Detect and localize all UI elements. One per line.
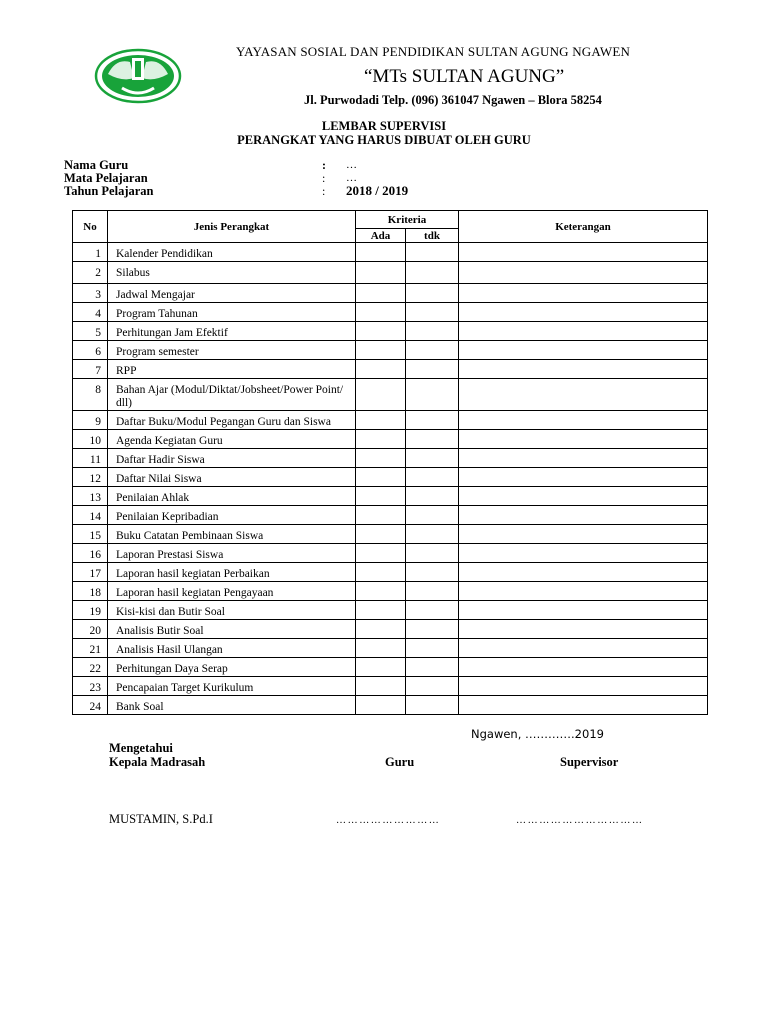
row-keterangan-cell — [459, 468, 708, 487]
organization-name: YAYASAN SOSIAL DAN PENDIDIKAN SULTAN AGUNG NGAWEN — [236, 44, 631, 59]
row-jenis-perangkat: Daftar Hadir Siswa — [108, 449, 356, 468]
row-number: 7 — [73, 360, 108, 379]
table-row — [73, 525, 708, 544]
row-number: 16 — [73, 544, 108, 563]
row-ada-cell — [356, 544, 406, 563]
supervision-table — [72, 210, 708, 715]
row-jenis-perangkat: Jadwal Mengajar — [108, 284, 356, 303]
row-ada-cell — [356, 468, 406, 487]
row-jenis-perangkat: Analisis Butir Soal — [108, 620, 356, 639]
row-keterangan-cell — [459, 341, 708, 360]
row-jenis-perangkat: Laporan Prestasi Siswa — [108, 544, 356, 563]
row-number: 23 — [73, 677, 108, 696]
row-keterangan-cell — [459, 677, 708, 696]
row-number: 8 — [73, 379, 108, 411]
row-ada-cell — [356, 379, 406, 411]
row-number: 19 — [73, 601, 108, 620]
row-number: 13 — [73, 487, 108, 506]
row-number: 4 — [73, 303, 108, 322]
row-ada-cell — [356, 243, 406, 262]
table-row — [73, 620, 708, 639]
field-label-nama-guru: Nama Guru — [64, 158, 129, 172]
row-number: 12 — [73, 468, 108, 487]
row-tdk-cell — [406, 468, 459, 487]
row-jenis-perangkat: Laporan hasil kegiatan Perbaikan — [108, 563, 356, 582]
row-number: 21 — [73, 639, 108, 658]
row-number: 3 — [73, 284, 108, 303]
row-ada-cell — [356, 601, 406, 620]
table-row — [73, 430, 708, 449]
row-tdk-cell — [406, 658, 459, 677]
guru-signature-line: ……………………… — [336, 815, 441, 826]
document-title: LEMBAR SUPERVISI — [321, 119, 447, 133]
row-number: 9 — [73, 411, 108, 430]
row-tdk-cell — [406, 620, 459, 639]
field-colon: : — [322, 184, 326, 198]
row-keterangan-cell — [459, 430, 708, 449]
field-label-mata-pelajaran: Mata Pelajaran — [64, 171, 148, 185]
row-keterangan-cell — [459, 262, 708, 284]
row-tdk-cell — [406, 262, 459, 284]
row-jenis-perangkat: Bank Soal — [108, 696, 356, 715]
row-number: 24 — [73, 696, 108, 715]
row-jenis-perangkat: Bahan Ajar (Modul/Diktat/Jobsheet/Power Point/ dll) — [108, 379, 356, 411]
row-jenis-perangkat: Buku Catatan Pembinaan Siswa — [108, 525, 356, 544]
row-tdk-cell — [406, 506, 459, 525]
row-tdk-cell — [406, 639, 459, 658]
header-tdk: tdk — [406, 229, 459, 243]
row-keterangan-cell — [459, 639, 708, 658]
table-row — [73, 506, 708, 525]
row-keterangan-cell — [459, 563, 708, 582]
row-jenis-perangkat: Perhitungan Daya Serap — [108, 658, 356, 677]
row-number: 20 — [73, 620, 108, 639]
row-keterangan-cell — [459, 544, 708, 563]
row-keterangan-cell — [459, 243, 708, 262]
row-jenis-perangkat: Program Tahunan — [108, 303, 356, 322]
row-ada-cell — [356, 303, 406, 322]
table-row — [73, 360, 708, 379]
table-row — [73, 677, 708, 696]
row-jenis-perangkat: RPP — [108, 360, 356, 379]
row-ada-cell — [356, 360, 406, 379]
row-number: 14 — [73, 506, 108, 525]
row-jenis-perangkat: Pencapaian Target Kurikulum — [108, 677, 356, 696]
row-ada-cell — [356, 411, 406, 430]
logo-emblem-icon — [96, 50, 180, 102]
table-row — [73, 582, 708, 601]
row-ada-cell — [356, 284, 406, 303]
supervisor-label: Supervisor — [560, 755, 619, 769]
row-number: 18 — [73, 582, 108, 601]
header-keterangan: Keterangan — [459, 211, 708, 243]
row-ada-cell — [356, 658, 406, 677]
table-row — [73, 544, 708, 563]
field-colon: : — [322, 158, 326, 172]
table-row — [73, 243, 708, 262]
row-ada-cell — [356, 322, 406, 341]
table-row — [73, 379, 708, 411]
row-number: 2 — [73, 262, 108, 284]
table-row — [73, 284, 708, 303]
row-keterangan-cell — [459, 601, 708, 620]
row-ada-cell — [356, 341, 406, 360]
row-number: 22 — [73, 658, 108, 677]
row-ada-cell — [356, 449, 406, 468]
header-kriteria: Kriteria — [356, 211, 459, 229]
row-keterangan-cell — [459, 487, 708, 506]
row-keterangan-cell — [459, 303, 708, 322]
row-tdk-cell — [406, 525, 459, 544]
table-row — [73, 449, 708, 468]
supervisor-signature-line: …………………………… — [516, 815, 644, 826]
row-tdk-cell — [406, 563, 459, 582]
row-jenis-perangkat: Perhitungan Jam Efektif — [108, 322, 356, 341]
table-row — [73, 322, 708, 341]
table-row — [73, 303, 708, 322]
row-keterangan-cell — [459, 620, 708, 639]
row-keterangan-cell — [459, 658, 708, 677]
kepala-madrasah-label: Kepala Madrasah — [109, 755, 206, 769]
table-row — [73, 696, 708, 715]
row-tdk-cell — [406, 677, 459, 696]
row-number: 1 — [73, 243, 108, 262]
row-tdk-cell — [406, 544, 459, 563]
table-row — [73, 341, 708, 360]
guru-label: Guru — [385, 755, 415, 769]
row-keterangan-cell — [459, 696, 708, 715]
field-value-tahun-pelajaran: 2018 / 2019 — [346, 183, 409, 198]
row-keterangan-cell — [459, 411, 708, 430]
row-tdk-cell — [406, 601, 459, 620]
row-jenis-perangkat: Analisis Hasil Ulangan — [108, 639, 356, 658]
school-address: Jl. Purwodadi Telp. (096) 361047 Ngawen – Blora 58254 — [304, 93, 602, 107]
row-number: 5 — [73, 322, 108, 341]
mengetahui-label: Mengetahui — [109, 741, 173, 755]
header-ada: Ada — [356, 229, 406, 243]
row-jenis-perangkat: Silabus — [108, 262, 356, 284]
row-number: 15 — [73, 525, 108, 544]
table-row — [73, 658, 708, 677]
row-jenis-perangkat: Daftar Nilai Siswa — [108, 468, 356, 487]
place-date: Ngawen, ………….2019 — [471, 727, 604, 741]
row-keterangan-cell — [459, 506, 708, 525]
row-ada-cell — [356, 525, 406, 544]
table-row — [73, 639, 708, 658]
row-tdk-cell — [406, 379, 459, 411]
row-keterangan-cell — [459, 379, 708, 411]
row-tdk-cell — [406, 284, 459, 303]
row-tdk-cell — [406, 487, 459, 506]
row-jenis-perangkat: Kisi-kisi dan Butir Soal — [108, 601, 356, 620]
field-value-mata-pelajaran: … — [346, 172, 357, 184]
row-tdk-cell — [406, 243, 459, 262]
row-ada-cell — [356, 262, 406, 284]
row-jenis-perangkat: Agenda Kegiatan Guru — [108, 430, 356, 449]
table-row — [73, 601, 708, 620]
document-subtitle: PERANGKAT YANG HARUS DIBUAT OLEH GURU — [237, 133, 531, 147]
row-keterangan-cell — [459, 449, 708, 468]
table-row — [73, 262, 708, 284]
row-tdk-cell — [406, 696, 459, 715]
field-colon: : — [322, 171, 326, 185]
row-tdk-cell — [406, 322, 459, 341]
kepala-madrasah-name: MUSTAMIN, S.Pd.I — [109, 812, 213, 826]
row-jenis-perangkat: Penilaian Ahlak — [108, 487, 356, 506]
row-keterangan-cell — [459, 322, 708, 341]
row-ada-cell — [356, 620, 406, 639]
row-ada-cell — [356, 582, 406, 601]
row-number: 6 — [73, 341, 108, 360]
row-number: 11 — [73, 449, 108, 468]
row-ada-cell — [356, 563, 406, 582]
row-ada-cell — [356, 696, 406, 715]
header-no: No — [73, 211, 108, 243]
row-keterangan-cell — [459, 284, 708, 303]
field-value-nama-guru: … — [346, 159, 357, 171]
table-body — [73, 243, 708, 715]
table-row — [73, 411, 708, 430]
row-jenis-perangkat: Penilaian Kepribadian — [108, 506, 356, 525]
row-ada-cell — [356, 506, 406, 525]
row-keterangan-cell — [459, 525, 708, 544]
table-row — [73, 468, 708, 487]
row-tdk-cell — [406, 430, 459, 449]
row-ada-cell — [356, 677, 406, 696]
row-tdk-cell — [406, 341, 459, 360]
row-tdk-cell — [406, 449, 459, 468]
row-ada-cell — [356, 487, 406, 506]
row-tdk-cell — [406, 411, 459, 430]
row-tdk-cell — [406, 360, 459, 379]
row-jenis-perangkat: Laporan hasil kegiatan Pengayaan — [108, 582, 356, 601]
row-tdk-cell — [406, 582, 459, 601]
row-jenis-perangkat: Daftar Buku/Modul Pegangan Guru dan Siswa — [108, 411, 356, 430]
school-logo — [94, 48, 182, 104]
row-keterangan-cell — [459, 582, 708, 601]
row-tdk-cell — [406, 303, 459, 322]
row-number: 17 — [73, 563, 108, 582]
row-ada-cell — [356, 639, 406, 658]
row-jenis-perangkat: Program semester — [108, 341, 356, 360]
table-row — [73, 563, 708, 582]
row-keterangan-cell — [459, 360, 708, 379]
row-number: 10 — [73, 430, 108, 449]
school-name: “MTs SULTAN AGUNG” — [364, 66, 565, 87]
field-label-tahun-pelajaran: Tahun Pelajaran — [64, 184, 154, 198]
row-jenis-perangkat: Kalender Pendidikan — [108, 243, 356, 262]
table-row — [73, 487, 708, 506]
header-jenis-perangkat: Jenis Perangkat — [108, 211, 356, 243]
row-ada-cell — [356, 430, 406, 449]
